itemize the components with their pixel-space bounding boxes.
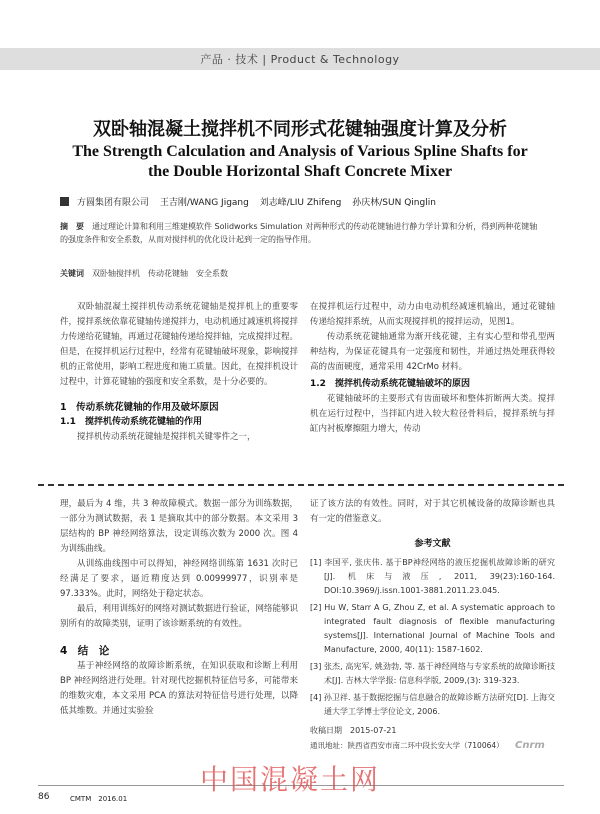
paragraph: 搅拌机传动系统花键轴是搅拌机关键零件之一， [77, 432, 256, 442]
journal-issue: CMTM 2016.01 [70, 795, 128, 803]
paragraph: 花键轴破坏的主要形式有齿面破坏和整体折断两大类。搅拌机在运行过程中，当拌缸内进入较大粒径骨料后，搅拌系统与拌缸内衬板摩擦阻力增大，传动 [310, 394, 555, 434]
paragraph: 双卧轴混凝土搅拌机传动系统花键轴是搅拌机上的重要零件，搅拌系统依靠花键轴传递搅拌力，电动机通过减速机将搅拌力传递给花键轴，再通过花键轴传递给搅拌轴，完成搅拌过程。但是，在搅拌机运行过程中，经常有花键轴破坏现象，影响搅拌机的正常使用，影响工程进度和施工质量。因此，在搅拌机设计过程中，计算花键轴的强度和安全系数，是十分必要的。 [60, 302, 299, 387]
paragraph: 在搅拌机运行过程中，动力由电动机经减速机输出，通过花键轴传递给搅拌系统，从而实现搅拌机的搅拌运动，见图1。 [310, 302, 555, 327]
company-logo-icon [60, 197, 69, 206]
title-english-line1: The Strength Calculation and Analysis of Various Spline Shafts for [72, 143, 528, 160]
heading-1-1: 1.1 搅拌机传动系统花键轴的作用 [60, 417, 202, 427]
watermark: 中国混凝土网 [200, 763, 381, 796]
right-column-bottom [310, 497, 555, 753]
paragraph: 最后，利用训练好的网络对测试数据进行验证，网络能够识别所有的故障类别，证明了该诊断系统的有效性。 [60, 604, 299, 629]
abstract-label: 摘 要 [60, 222, 84, 231]
heading-section-1: 1 传动系统花键轴的作用及破坏原因 [60, 402, 219, 413]
received-date: 收稿日期 2015-07-21 [310, 726, 397, 735]
reference-item: [4] 孙卫祥. 基于数据挖掘与信息融合的故障诊断方法研究[D]. 上海交通大学工学博士学位论文, 2006. [310, 693, 555, 716]
page-number: 86 [38, 792, 50, 802]
section-label: 产品 · 技术 | Product & Technology [200, 53, 400, 66]
reference-item: [2] Hu W, Starr A G, Zhou Z, et al. A systematic approach to integrated fault diagnosis of flexible manufacturing systems[J]. International Journal of Machine Tools and Manufacture, 2000, 40(11): 1587-1602. [310, 603, 555, 654]
contact-address: 通讯地址：陕西省西安市南二环中段长安大学（710064） [310, 741, 504, 750]
heading-1-2: 1.2 搅拌机传动系统花键轴破坏的原因 [310, 379, 470, 389]
page-divider [38, 484, 564, 486]
paragraph: 从训练曲线图中可以得知，神经网络训练第 1631 次时已经满足了要求，逼近精度达到 0.00999977，识别率是 97.333%。此时，网络处于稳定状态。 [60, 559, 298, 599]
paragraph: 证了该方法的有效性。同时，对于其它机械设备的故障诊断也具有一定的借鉴意义。 [310, 499, 555, 524]
title-english [40, 142, 560, 182]
keywords-text: 双卧轴搅拌机 传动花键轴 安全系数 [92, 269, 228, 278]
references-title: 参考文献 [414, 539, 451, 549]
paragraph: 传动系统花键轴通常为渐开线花键，主有实心型和带孔型两种结构，为保证花键具有一定强度和韧性，并通过热处理获得较高的齿面硬度，通常采用 42CrMo 材料。 [310, 332, 555, 372]
journal-logo: Cnrm [515, 740, 545, 751]
heading-section-4: 4 结 论 [60, 645, 110, 657]
section-header [0, 48, 600, 70]
keywords-label: 关键词 [60, 269, 84, 278]
left-column-top [60, 300, 298, 445]
abstract-text: 通过理论计算和利用三维建模软件 Solidworks Simulation 对两种形式的传动花键轴进行静力学计算和分析，得到两种花键轴的强度条件和安全系数，从而对搅拌机的优化设计起到一定的指导作用。 [60, 222, 538, 244]
left-column-bottom [60, 497, 298, 719]
paragraph: 理，最后为 4 维，共 3 种故障模式。数据一部分为训练数据，一部分为测试数据，表 1 是摘取其中的部分数据。本文采用 3 层结构的 BP 神经网络算法，设定训练次数为 2000 次。图 4 为训练曲线。 [60, 499, 298, 554]
keywords [60, 268, 540, 279]
reference-item: [3] 张杰, 高宪军, 姚劲勃, 等. 基于神经网络与专家系统的故障诊断技术[J]. 吉林大学学报: 信息科学版, 2009,(3): 319-323. [310, 662, 555, 685]
right-column-top [310, 300, 555, 437]
reference-item: [1] 李国平, 张庆伟. 基于BP神经网络的液压挖掘机故障诊断的研究[J]. 机床与液压, 2011, 39(23):160-164. DOI:10.3969/j.issn.1001-3881.2011.23.045. [310, 558, 555, 595]
author-name: 孙庆林/SUN Qinglin [352, 198, 436, 208]
author-name: 王吉刚/WANG Jigang [159, 198, 249, 208]
abstract [60, 220, 540, 246]
title-english-line2: the Double Horizontal Shaft Concrete Mixer [147, 163, 453, 180]
title-chinese: 双卧轴混凝土搅拌机不同形式花键轴强度计算及分析 [93, 119, 507, 140]
author-org: 方圆集团有限公司 [77, 198, 150, 208]
author-line [60, 195, 560, 208]
author-name: 刘志峰/LIU Zhifeng [259, 198, 342, 208]
paragraph: 基于神经网络的故障诊断系统，在知识获取和诊断上利用 BP 神经网络进行处理。针对现代挖掘机特征信号多，可能带来的维数灾难，本文采用 PCA 的算法对特征信号进行处理，以降低其维数。并通过实验验 [60, 661, 298, 716]
